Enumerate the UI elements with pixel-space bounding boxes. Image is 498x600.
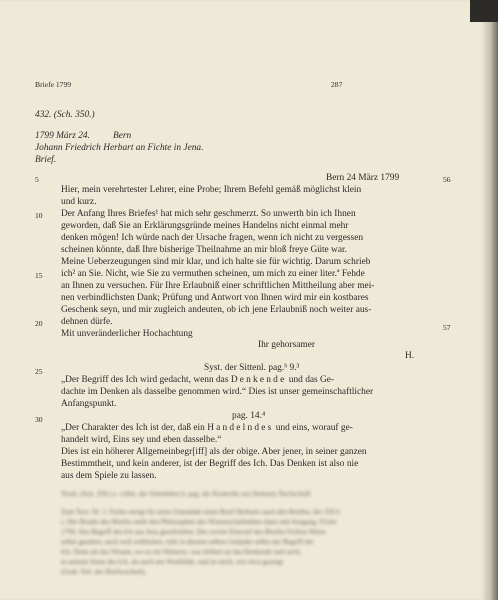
dateline: Bern 24 März 1799	[326, 173, 400, 183]
line-number: 30	[35, 415, 43, 424]
signature-initial: H.	[405, 351, 415, 361]
text-line: handelt wird, Eins sey und eben dasselbe.“	[61, 435, 222, 445]
apparatus-line: Zum Text: Nr. 1: Fichte erregt für seine Umstände einen Brief Herbarts nach den Briefen, der 350 h	[61, 508, 340, 516]
text-line: und kurz.	[61, 197, 97, 207]
citation-heading: pag. 14.⁴	[232, 411, 266, 421]
text-line: dachte im Denken als dasselbe genommen wird.“ Dies ist unser gemeinschaftlicher	[61, 387, 374, 397]
text-line: Hier, mein verehrtester Lehrer, eine Probe; Ihrem Befehl gemäß möglichst klein	[61, 185, 362, 195]
closing-signature-line: Ihr gehorsamer	[258, 340, 316, 350]
letter-correspondents: Johann Friedrich Herbart an Fichte in Jena.	[35, 143, 204, 153]
page-edge-shadow	[470, 0, 498, 22]
letter-date: 1799 März 24.	[35, 131, 90, 141]
text-line: Der Anfang Ihres Briefes¹ hat mich sehr geschmerzt. So unwerth bin ich Ihnen	[61, 209, 356, 219]
text-line: Bestimmtheit, und kein anderer, ist der Begriff des Ich. Das Denken ist also nie	[61, 459, 359, 469]
running-head: Briefe 1799	[35, 80, 72, 89]
text-line: Dies ist ein höherer Allgemeinbegr[iff] als der obige. Aber jener, in seiner ganzen	[61, 447, 367, 457]
text-line: ich² an Sie. Nicht, wie Sie zu vermuthen scheinen, um mich zu einer liter.ª Fehde	[61, 269, 365, 279]
text-line: denken mögen! Ich würde nach der Ursache fragen, wenn ich nicht zu vergessen	[61, 233, 364, 243]
spaced-emphasis: Denkende	[230, 375, 287, 385]
spaced-emphasis: Handelndes	[207, 423, 274, 433]
book-spine	[485, 0, 498, 600]
text-line: Mit unveränderlicher Hochachtung	[61, 329, 193, 339]
line-number: 25	[35, 367, 43, 376]
apparatus-line: s. Der Bruder des Briefes stellt den Philosophen des Wissenschaftslehre dann und Ausgang, Fichte	[61, 518, 337, 526]
text-line: „Der Begriff des Ich wird gedacht, wenn das Denkende und das Ge-	[61, 375, 335, 385]
text-line: Geschenk seyn, und mir zugleich andeuten, ob ich jene Erlaubniß noch weiter aus-	[61, 305, 372, 315]
text-line: geworden, daß Sie an Erklärungsgründe meines Handelns nicht einmal mehr	[61, 221, 349, 231]
apparatus-line: Ich. Denn als das Wissen, wo es ein Weiteres, was drüben an das Denkende und auch,	[61, 548, 302, 556]
text-line: nen verbindlichsten Dank; Prüfung und Antwort von Ihnen wird mir ein kostbares	[61, 293, 369, 303]
apparatus-line: Textb. (Sch. 350.) a. vollst. der Sittenlehre b. pag. der Kontrolle aus Herbarts Nachschrift	[61, 490, 311, 498]
citation-heading: Syst. der Sittenl. pag.ᵇ 9.³	[204, 363, 300, 373]
apparatus-line: selbst gesehen, auch weil weltlichen, teils in diesem selben Gedanke selbst der Begriff der	[61, 538, 314, 546]
text-line: „Der Charakter des Ich ist der, daß ein Handelndes und eins, worauf ge-	[61, 423, 353, 433]
text-line: aus dem Spiele zu lassen.	[61, 471, 157, 481]
reference-number: 56	[443, 175, 451, 184]
line-number: 5	[35, 175, 39, 184]
text-line: Meine Ueberzeugungen sind mir klar, und ich halte sie für wichtig. Darum schrieb	[61, 257, 371, 267]
apparatus-line: 1799, Sitz Begriff des Ich aus Jena geschrieben. Der zweite Einwurf des Briefes Fichtes Weise	[61, 528, 326, 536]
text-line: Anfangspunkt.	[61, 399, 117, 409]
reference-number: 57	[443, 323, 451, 332]
page-number: 287	[331, 80, 343, 89]
line-number: 10	[35, 211, 43, 220]
letter-place: Bern	[113, 131, 132, 141]
text-line: an Ihnen zu versuchen. Für Ihre Erlaubniß einer schriftlichen Mittheilung aber mei-	[61, 281, 375, 291]
line-number: 15	[35, 271, 43, 280]
text-line: dehnen dürfe.	[61, 317, 113, 327]
apparatus-line: (Gedr. Teil. der Briefwechsel).	[61, 568, 147, 576]
line-number: 20	[35, 319, 43, 328]
apparatus-line: in seinem Sinne des Ich, als auch nur Wortbilde, und ist mich, wie etwa gezeigt	[61, 558, 283, 566]
letter-type: Brief.	[35, 155, 57, 165]
letter-number: 432. (Sch. 350.)	[35, 110, 95, 120]
text-line: scheinen könnte, daß Ihre bisherige Theilnahme an mir bloß freye Güte war.	[61, 245, 347, 255]
